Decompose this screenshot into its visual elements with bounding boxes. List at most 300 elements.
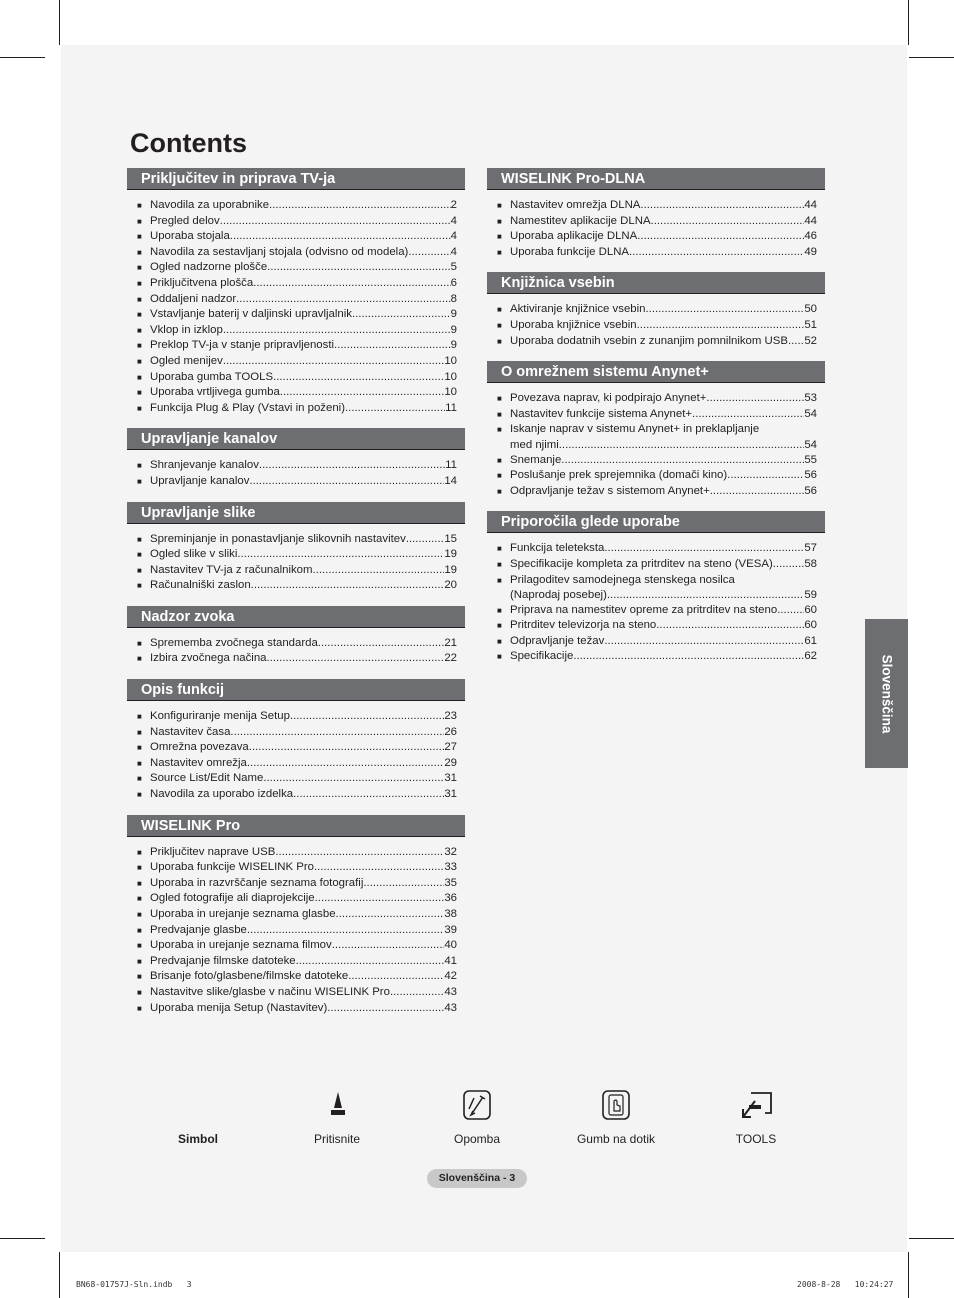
toc-entry-text: Predvajanje glasbe (150, 923, 247, 936)
toc-entry-text: Nastavitev omrežja DLNA (510, 199, 641, 211)
toc-entry (137, 385, 465, 401)
toc-section (127, 502, 465, 594)
bullet-icon: ■ (137, 534, 142, 544)
bullet-icon: ■ (137, 987, 142, 997)
dot-leader (345, 401, 445, 416)
bullet-icon: ■ (137, 201, 142, 210)
toc-page-number: 60 (804, 603, 817, 616)
dot-leader (269, 198, 451, 213)
toc-page-number: 42 (444, 970, 457, 983)
toc-entry-text: Nastavitev časa (150, 725, 231, 738)
bullet-icon: ■ (137, 941, 142, 951)
toc-page-number: 44 (804, 199, 817, 211)
toc-entry (497, 634, 825, 650)
toc-entry (137, 709, 465, 725)
toc-page-number: 40 (444, 939, 457, 952)
toc-entry-text: Uporaba knjižnice vsebin (510, 318, 637, 331)
toc-entry-text: (Naprodaj posebej) (510, 589, 607, 602)
bullet-icon: ■ (497, 575, 502, 585)
toc-entry (137, 260, 465, 276)
bullet-icon: ■ (137, 847, 142, 857)
toc-page-number: 10 (444, 386, 457, 399)
toc-entry-list (487, 541, 825, 665)
toc-entry (497, 407, 825, 423)
toc-page-number: 9 (450, 308, 457, 321)
toc-entry (497, 453, 825, 469)
symbol-label: TOOLS (735, 1132, 777, 1146)
symbol-label: Pritisnite (313, 1132, 361, 1146)
toc-entry-text: Uporaba gumba TOOLS (150, 370, 274, 383)
bullet-icon: ■ (137, 216, 142, 226)
crop-mark (908, 1252, 909, 1298)
toc-page-number: 58 (804, 557, 817, 570)
bullet-icon: ■ (497, 425, 502, 435)
toc-page-number: 11 (445, 459, 457, 472)
bullet-icon: ■ (137, 356, 142, 366)
toc-section (487, 511, 825, 665)
toc-entry-text: Navodila za uporabnike (150, 199, 270, 211)
bullet-icon: ■ (137, 727, 142, 737)
dot-leader (230, 229, 451, 244)
toc-entry-text: Ogled fotografije ali diaprojekcije (150, 892, 315, 905)
bullet-icon: ■ (137, 325, 142, 335)
toc-page-number: 56 (804, 469, 817, 482)
dot-leader (336, 907, 445, 922)
dot-leader (573, 649, 804, 664)
dot-leader (604, 634, 804, 649)
toc-entry (497, 422, 825, 438)
toc-entry (137, 923, 465, 939)
toc-entry-text: Pregled delov (150, 214, 220, 227)
toc-entry (137, 370, 465, 386)
crop-mark (0, 1238, 45, 1239)
toc-entry (497, 541, 825, 557)
toc-page-number: 32 (444, 845, 457, 858)
bullet-icon: ■ (137, 712, 142, 722)
toc-entry-text: Uporaba menija Setup (Nastavitev) (150, 1001, 328, 1014)
crop-mark (59, 1252, 60, 1298)
toc-entry-list (127, 636, 465, 667)
toc-section (487, 272, 825, 349)
bullet-icon: ■ (497, 471, 502, 481)
toc-entry-list (487, 391, 825, 499)
bullet-icon: ■ (137, 638, 142, 648)
dot-leader (332, 938, 445, 953)
dot-leader (247, 923, 444, 938)
toc-entry-text: Priprava na namestitev opreme za pritrditev na steno (510, 603, 778, 616)
dot-leader (280, 385, 445, 400)
section-heading: Nadzor zvoka (127, 606, 465, 628)
toc-entry (497, 618, 825, 634)
bullet-icon: ■ (137, 461, 142, 471)
toc-entry-text: Ogled nadzorne plošče (150, 261, 268, 274)
toc-page-number: 19 (444, 563, 457, 576)
dot-leader (706, 391, 804, 406)
dot-leader (267, 651, 445, 666)
toc-entry-text: Nastavitev funkcije sistema Anynet+ (510, 407, 693, 420)
bullet-icon: ■ (497, 394, 502, 404)
toc-entry (137, 771, 465, 787)
dot-leader (710, 484, 805, 499)
toc-entry-text: Ogled slike v sliki (150, 548, 238, 561)
toc-page-number: 44 (804, 214, 817, 227)
dot-leader (290, 709, 444, 724)
page-number-badge: Slovenščina - 3 (427, 1169, 527, 1188)
toc-entry (497, 318, 825, 334)
toc-entry-text: Prilagoditev samodejnega stenskega nosilca (510, 573, 735, 586)
dot-leader (607, 588, 804, 603)
bullet-icon: ■ (137, 278, 142, 288)
press-icon (328, 1090, 348, 1118)
bullet-icon: ■ (497, 336, 502, 346)
toc-entry (137, 636, 465, 652)
toc-entry-text: Odpravljanje težav s sistemom Anynet+ (510, 484, 710, 497)
toc-entry-text: Vklop in izklop (150, 323, 223, 336)
toc-entry (137, 323, 465, 339)
toc-entry-list (127, 458, 465, 489)
bullet-icon: ■ (137, 550, 142, 560)
dot-leader (692, 407, 804, 422)
toc-left-column (127, 168, 465, 1028)
toc-entry (497, 245, 825, 261)
toc-entry (497, 557, 825, 573)
toc-entry-text: Oddaljeni nadzor (150, 292, 237, 305)
bullet-icon: ■ (497, 544, 502, 554)
dot-leader (348, 969, 444, 984)
toc-entry-text: Funkcija teleteksta (510, 542, 605, 555)
toc-page-number: 22 (444, 652, 457, 665)
bullet-icon: ■ (137, 1003, 142, 1013)
toc-page-number: 49 (804, 245, 817, 258)
toc-entry (137, 860, 465, 876)
bullet-icon: ■ (137, 654, 142, 664)
toc-section (127, 428, 465, 489)
dot-leader (640, 198, 804, 213)
dot-leader (267, 260, 451, 275)
toc-entry-text: Predvajanje filmske datoteke (150, 954, 296, 967)
bullet-icon: ■ (137, 790, 142, 800)
toc-entry-text: Odpravljanje težav (510, 634, 605, 647)
toc-entry (137, 756, 465, 772)
toc-page-number: 27 (444, 741, 457, 754)
symbol-heading: Simbol (177, 1132, 219, 1146)
touch-button-icon (601, 1089, 631, 1121)
toc-entry (137, 474, 465, 490)
bullet-icon: ■ (137, 863, 142, 873)
dot-leader (559, 438, 805, 453)
toc-page-number: 31 (444, 788, 457, 801)
toc-entry-text: Nastavitve slike/glasbe v načinu WISELINK Pro (150, 985, 390, 998)
toc-page-number: 54 (804, 407, 817, 420)
toc-entry-text: Vstavljanje baterij v daljinski upravljalnik (150, 308, 352, 321)
toc-entry (137, 578, 465, 594)
toc-entry-text: Uporaba in urejanje seznama filmov (150, 939, 332, 952)
bullet-icon: ■ (137, 263, 142, 273)
toc-page-number: 8 (450, 292, 457, 305)
dot-leader (275, 845, 444, 860)
toc-entry-text: Namestitev aplikacije DLNA (510, 214, 651, 227)
toc-entry (137, 276, 465, 292)
bullet-icon: ■ (497, 232, 502, 242)
toc-entry (497, 573, 825, 589)
dot-leader (651, 214, 805, 229)
bullet-icon: ■ (497, 305, 502, 315)
bullet-icon: ■ (137, 774, 142, 784)
dot-leader (247, 756, 444, 771)
bullet-icon: ■ (497, 559, 502, 569)
bullet-icon: ■ (497, 455, 502, 465)
toc-entry (497, 214, 825, 230)
toc-entry-text: Uporaba aplikacije DLNA (510, 230, 638, 243)
toc-page-number: 9 (450, 339, 457, 352)
toc-entry-text: Brisanje foto/glasbene/filmske datoteke (150, 970, 349, 983)
toc-page-number: 50 (804, 303, 817, 316)
toc-entry (137, 532, 465, 548)
toc-page-number: 21 (444, 636, 457, 649)
toc-entry-text: Uporaba dodatnih vsebin z zunanjim pomnilnikom USB (510, 334, 788, 347)
bullet-icon: ■ (137, 758, 142, 768)
toc-page-number: 20 (444, 579, 457, 592)
toc-page-number: 15 (444, 532, 457, 545)
dot-leader (406, 532, 445, 547)
toc-entry-text: Nastavitev TV-ja z računalnikom (150, 563, 313, 576)
toc-entry (137, 547, 465, 563)
dot-leader (788, 334, 804, 349)
dot-leader (314, 860, 444, 875)
toc-entry-text: Sprememba zvočnega standarda (150, 636, 318, 649)
toc-entry (137, 1001, 465, 1017)
dot-leader (315, 891, 445, 906)
toc-entry (137, 401, 465, 417)
section-heading: Priključitev in priprava TV-ja (127, 168, 465, 190)
toc-page-number: 4 (450, 245, 457, 258)
dot-leader (327, 1001, 444, 1016)
toc-page-number: 51 (804, 318, 817, 331)
toc-entry-list (127, 709, 465, 803)
toc-entry-text: Omrežna povezava (150, 741, 249, 754)
toc-page-number: 33 (444, 861, 457, 874)
toc-entry-text: Navodila za uporabo izdelka (150, 788, 294, 801)
dot-leader (273, 370, 444, 385)
toc-section (487, 168, 825, 260)
dot-leader (259, 458, 445, 473)
bullet-icon: ■ (497, 320, 502, 330)
bullet-icon: ■ (497, 409, 502, 419)
bullet-icon: ■ (497, 247, 502, 257)
toc-entry-text: Uporaba stojala (150, 230, 230, 243)
toc-page-number: 62 (804, 650, 817, 663)
toc-entry (137, 229, 465, 245)
toc-entry (137, 651, 465, 667)
dot-leader (637, 318, 805, 333)
toc-entry (137, 307, 465, 323)
crop-mark (909, 1238, 954, 1239)
bullet-icon: ■ (497, 216, 502, 226)
toc-page-number: 14 (444, 474, 457, 487)
section-heading: WISELINK Pro (127, 815, 465, 837)
toc-entry (137, 969, 465, 985)
toc-page-number: 60 (804, 619, 817, 632)
section-heading: Upravljanje kanalov (127, 428, 465, 450)
toc-entry-text: Iskanje naprav v sistemu Anynet+ in preklapljanje (510, 423, 760, 436)
toc-entry-text: Preklop TV-ja v stanje pripravljenosti (150, 339, 335, 352)
toc-entry (137, 292, 465, 308)
toc-entry (137, 214, 465, 230)
toc-page-number: 11 (445, 401, 457, 414)
dot-leader (352, 307, 451, 322)
toc-entry (137, 891, 465, 907)
toc-entry-text: Specifikacije kompleta za pritrditev na steno (VESA) (510, 557, 773, 570)
toc-page-number: 31 (444, 772, 457, 785)
dot-leader (390, 985, 444, 1000)
toc-entry-text: Pritrditev televizorja na steno (510, 619, 657, 632)
toc-entry-continuation (497, 588, 825, 603)
bullet-icon: ■ (137, 247, 142, 257)
bullet-icon: ■ (137, 341, 142, 351)
toc-entry-text: Uporaba funkcije DLNA (510, 245, 630, 258)
bullet-icon: ■ (137, 294, 142, 304)
toc-entry (137, 787, 465, 803)
toc-entry (137, 338, 465, 354)
toc-page-number: 19 (444, 548, 457, 561)
bullet-icon: ■ (137, 925, 142, 935)
toc-entry (137, 198, 465, 214)
toc-entry (137, 954, 465, 970)
toc-page-number: 35 (444, 876, 457, 889)
toc-entry-text: Nastavitev omrežja (150, 756, 247, 769)
toc-page-number: 53 (804, 392, 817, 405)
toc-entry (137, 354, 465, 370)
toc-entry-text: med njimi (510, 438, 559, 451)
toc-entry-text: Upravljanje kanalov (150, 474, 250, 487)
toc-entry-continuation (497, 438, 825, 453)
note-icon (462, 1089, 492, 1121)
toc-section (127, 168, 465, 416)
bullet-icon: ■ (137, 910, 142, 919)
toc-entry-text: Snemanje (510, 453, 562, 466)
crop-mark (908, 0, 909, 45)
footer-datetime: 2008-8-28 10:24:27 (797, 1280, 894, 1289)
dot-leader (334, 338, 451, 353)
toc-page-number: 39 (444, 923, 457, 936)
toc-page-number: 5 (450, 261, 457, 274)
dot-leader (656, 618, 804, 633)
toc-page-number: 6 (450, 276, 457, 289)
toc-entry-text: Funkcija Plug & Play (Vstavi in poženi) (150, 401, 345, 414)
toc-section (127, 679, 465, 803)
section-heading: Upravljanje slike (127, 502, 465, 524)
dot-leader (604, 541, 804, 556)
toc-entry-text: Izbira zvočnega načina (150, 652, 267, 665)
toc-page-number: 38 (444, 908, 457, 920)
toc-entry-list (487, 198, 825, 260)
dot-leader (408, 245, 450, 260)
bullet-icon: ■ (137, 565, 142, 575)
toc-entry (137, 876, 465, 892)
toc-page-number: 41 (444, 954, 457, 967)
section-heading: Knjižnica vsebin (487, 272, 825, 294)
toc-page-number: 61 (804, 634, 817, 647)
bullet-icon: ■ (137, 581, 142, 591)
language-tab-label: Slovenščina (879, 654, 894, 733)
toc-entry-text: Povezava naprav, ki podpirajo Anynet+ (510, 392, 707, 405)
toc-page-number: 9 (450, 323, 457, 336)
dot-leader (237, 547, 444, 562)
toc-entry (137, 245, 465, 261)
toc-page-number: 2 (450, 199, 457, 211)
footer-file: BN68-01757J-Sln.indb 3 (76, 1280, 192, 1289)
toc-entry-text: Spreminjanje in ponastavljanje slikovnih nastavitev (150, 532, 406, 545)
toc-entry-text: Poslušanje prek sprejemnika (domači kino) (510, 469, 728, 482)
toc-entry-text: Priključitev naprave USB (150, 845, 276, 858)
toc-page-number: 4 (450, 230, 457, 243)
toc-page-number: 10 (444, 370, 457, 383)
bullet-icon: ■ (497, 201, 502, 210)
toc-page-number: 59 (804, 589, 817, 602)
toc-section (487, 361, 825, 499)
toc-page-number: 57 (804, 542, 817, 555)
toc-entry-text: Uporaba in razvrščanje seznama fotografij (150, 876, 364, 889)
crop-mark (909, 57, 954, 58)
dot-leader (318, 636, 445, 651)
toc-entry-text: Specifikacije (510, 650, 574, 663)
bullet-icon: ■ (497, 652, 502, 662)
section-heading: WISELINK Pro-DLNA (487, 168, 825, 190)
bullet-icon: ■ (137, 372, 142, 382)
toc-entry-text: Uporaba in urejanje seznama glasbe (150, 908, 336, 920)
toc-page-number: 43 (444, 985, 457, 998)
bullet-icon: ■ (137, 894, 142, 904)
dot-leader (249, 474, 444, 489)
dot-leader (236, 292, 451, 307)
toc-page-number: 26 (444, 725, 457, 738)
dot-leader (263, 771, 444, 786)
dot-leader (363, 876, 444, 891)
dot-leader (249, 740, 445, 755)
toc-entry (497, 198, 825, 214)
toc-entry (497, 603, 825, 619)
page-title: Contents (130, 128, 247, 158)
toc-entry (137, 907, 465, 923)
language-side-tab (865, 619, 908, 768)
toc-entry-text: Uporaba vrtljivega gumba (150, 386, 280, 399)
toc-entry-text: Konfiguriranje menija Setup (150, 710, 290, 723)
toc-page-number: 10 (444, 354, 457, 367)
toc-right-column (487, 168, 825, 677)
toc-entry (137, 740, 465, 756)
toc-entry (497, 468, 825, 484)
symbol-label: Opomba (453, 1132, 501, 1146)
bullet-icon: ■ (137, 743, 142, 753)
toc-entry-list (487, 302, 825, 349)
dot-leader (230, 725, 444, 740)
toc-entry-text: Aktiviranje knjižnice vsebin (510, 303, 646, 316)
toc-page-number: 4 (450, 214, 457, 227)
toc-entry-list (127, 845, 465, 1017)
section-heading: Opis funkcij (127, 679, 465, 701)
toc-entry-text: Uporaba funkcije WISELINK Pro (150, 861, 314, 874)
bullet-icon: ■ (137, 310, 142, 320)
toc-entry (137, 845, 465, 861)
bullet-icon: ■ (137, 476, 142, 486)
toc-section (127, 815, 465, 1017)
toc-entry-list (127, 198, 465, 416)
toc-entry (137, 725, 465, 741)
bullet-icon: ■ (137, 388, 142, 398)
dot-leader (637, 229, 804, 244)
dot-leader (223, 354, 445, 369)
dot-leader (773, 557, 805, 572)
